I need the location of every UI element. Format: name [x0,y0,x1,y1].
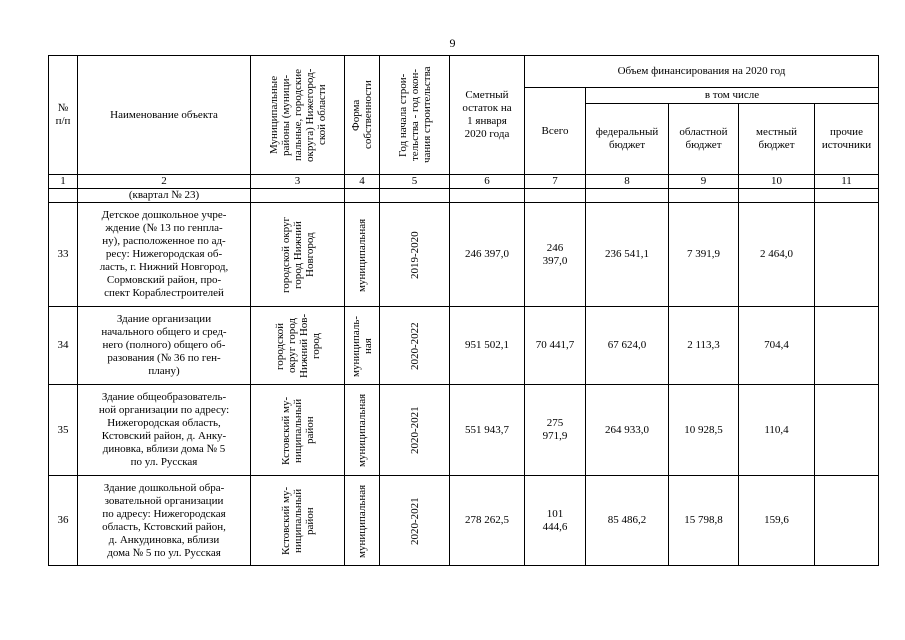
municipality-text: Кстовский му- ниципальный район [279,486,316,555]
municipality-cell [251,307,345,385]
municipality-text: городской округ город Нижний Новгород [279,216,316,293]
header-balance: Сметный остаток на 1 января 2020 года [450,56,525,175]
years-text: 2020-2022 [408,321,421,370]
municipality-text: городской округ город Нижний Нов- город [273,313,322,378]
years-text: 2020-2021 [408,406,421,454]
header-years-text: Год начала строи- тельства - год окон- чания строительства [396,66,433,164]
header-years [380,56,450,175]
col-num: 6 [450,175,525,189]
header-ownership-text: Форма собственности [350,80,374,150]
years-text: 2019-2020 [408,230,421,279]
years-cell [380,203,450,307]
ownership-text: муниципальная [356,393,368,467]
total-value: 246 397,0 [525,203,586,307]
header-total: Всего [525,88,586,175]
years-cell [380,385,450,476]
continuation-text: (квартал № 23) [78,189,251,203]
other-value [815,307,879,385]
regional-value: 10 928,5 [669,385,739,476]
balance-value: 278 262,5 [450,476,525,566]
regional-value: 2 113,3 [669,307,739,385]
object-name: Здание дошкольной обра- зовательной организации по адресу: Нижегородская область, Кстовский район, д. Анкудиновка, вблизи дома № 5 по ул. Русская [78,476,251,566]
col-num: 10 [739,175,815,189]
municipality-cell [251,385,345,476]
federal-value: 67 624,0 [586,307,669,385]
ownership-cell [345,476,380,566]
page-number: 9 [449,36,456,50]
header-regional: областной бюджет [669,104,739,175]
other-value [815,476,879,566]
local-value: 110,4 [739,385,815,476]
header-including: в том числе [586,88,879,104]
header-name: Наименование объекта [78,56,251,175]
header-financing: Объем финансирования на 2020 год [525,56,879,88]
continuation-row [49,189,879,203]
header-ownership [345,56,380,175]
balance-value: 551 943,7 [450,385,525,476]
other-value [815,203,879,307]
row-num: 36 [49,476,78,566]
ownership-cell [345,203,380,307]
column-number-row [49,175,879,189]
header-federal: федеральный бюджет [586,104,669,175]
balance-value: 951 502,1 [450,307,525,385]
municipality-cell [251,476,345,566]
row-num: 34 [49,307,78,385]
col-num: 9 [669,175,739,189]
federal-value: 85 486,2 [586,476,669,566]
balance-value: 246 397,0 [450,203,525,307]
col-num: 4 [345,175,380,189]
federal-value: 264 933,0 [586,385,669,476]
header-other: прочие источники [815,104,879,175]
total-value: 70 441,7 [525,307,586,385]
local-value: 704,4 [739,307,815,385]
col-num: 1 [49,175,78,189]
local-value: 159,6 [739,476,815,566]
ownership-text: муниципальная [356,217,368,292]
local-value: 2 464,0 [739,203,815,307]
regional-value: 7 391,9 [669,203,739,307]
regional-value: 15 798,8 [669,476,739,566]
years-text: 2020-2021 [408,496,421,545]
years-cell [380,476,450,566]
col-num: 7 [525,175,586,189]
object-name: Детское дошкольное учре- ждение (№ 13 по генпла- ну), расположенное по ад- ресу: Нижегородская об- ласть, г. Нижний Новгород, Сормовский район, про- спект Кораблестроителей [78,203,251,307]
col-num: 2 [78,175,251,189]
header-num: № п/п [49,56,78,175]
total-value: 101 444,6 [525,476,586,566]
ownership-cell [345,307,380,385]
col-num: 8 [586,175,669,189]
ownership-text: муниципаль- ная [350,314,374,377]
header-municipality [251,56,345,175]
financing-table [48,55,879,566]
header-local: местный бюджет [739,104,815,175]
header-municipality-text: Муниципальные районы (муници- пальные, городские округа) Нижегород- ской области [267,68,328,162]
table-row [49,476,879,566]
federal-value: 236 541,1 [586,203,669,307]
table-row [49,385,879,476]
row-num: 33 [49,203,78,307]
object-name: Здание организации начального общего и сред- него (полного) общего об- разования (№ 36 по ген- плану) [78,307,251,385]
col-num: 3 [251,175,345,189]
municipality-text: Кстовский му- ниципальный район [279,395,316,465]
years-cell [380,307,450,385]
object-name: Здание общеобразователь- ной организации по адресу: Нижегородская область, Кстовский район, д. Анку- диновка, вблизи дома № 5 по ул. Русская [78,385,251,476]
total-value: 275 971,9 [525,385,586,476]
col-num: 5 [380,175,450,189]
municipality-cell [251,203,345,307]
other-value [815,385,879,476]
table-row [49,307,879,385]
ownership-cell [345,385,380,476]
col-num: 11 [815,175,879,189]
ownership-text: муниципальная [356,483,368,558]
table-row [49,203,879,307]
row-num: 35 [49,385,78,476]
